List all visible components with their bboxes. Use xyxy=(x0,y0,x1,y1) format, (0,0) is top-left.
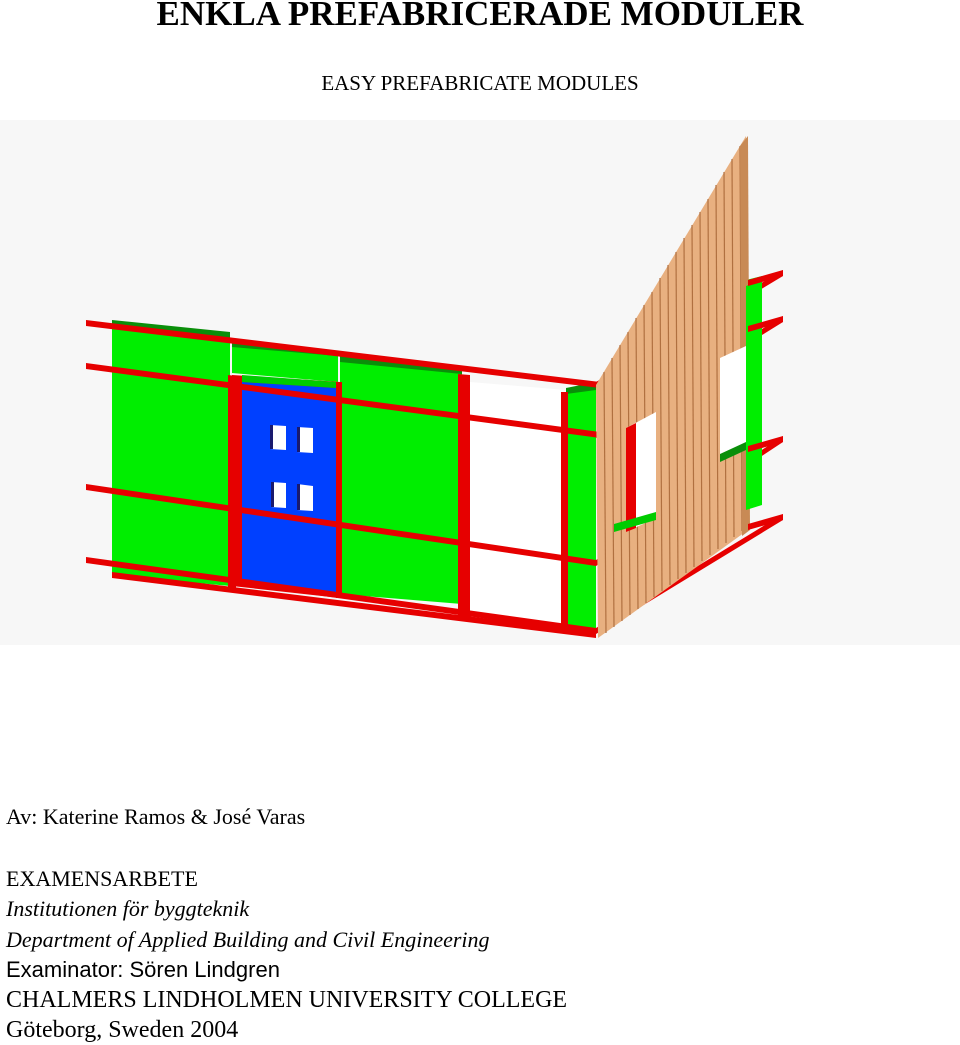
stud xyxy=(228,375,236,588)
place-and-year: Göteborg, Sweden 2004 xyxy=(6,1017,239,1043)
door-leaf xyxy=(242,382,336,592)
wall-panel-right xyxy=(566,388,596,635)
university-name: CHALMERS LINDHOLMEN UNIVERSITY COLLEGE xyxy=(6,987,568,1013)
module-illustration xyxy=(0,120,960,650)
department-english: Department of Applied Building and Civil Engineering xyxy=(6,927,490,952)
thesis-type: EXAMENSARBETE xyxy=(6,866,198,891)
examiner-line: Examinator: Sören Lindgren xyxy=(6,957,280,982)
authors-line: Av: Katerine Ramos & José Varas xyxy=(6,804,306,829)
wall-panel-left xyxy=(112,322,230,586)
document-title: ENKLA PREFABRICERADE MODULER xyxy=(156,0,804,33)
wall-panel-middle xyxy=(340,360,462,604)
wall-module-3d-render xyxy=(0,120,960,650)
side-window-left-reveal xyxy=(626,423,636,532)
stud xyxy=(336,382,342,598)
institution-swedish: Institutionen för byggteknik xyxy=(6,896,250,921)
side-window-right xyxy=(720,346,746,458)
side-window-right-panel xyxy=(746,280,762,510)
stud xyxy=(458,374,470,618)
document-subtitle: EASY PREFABRICATE MODULES xyxy=(321,71,639,95)
